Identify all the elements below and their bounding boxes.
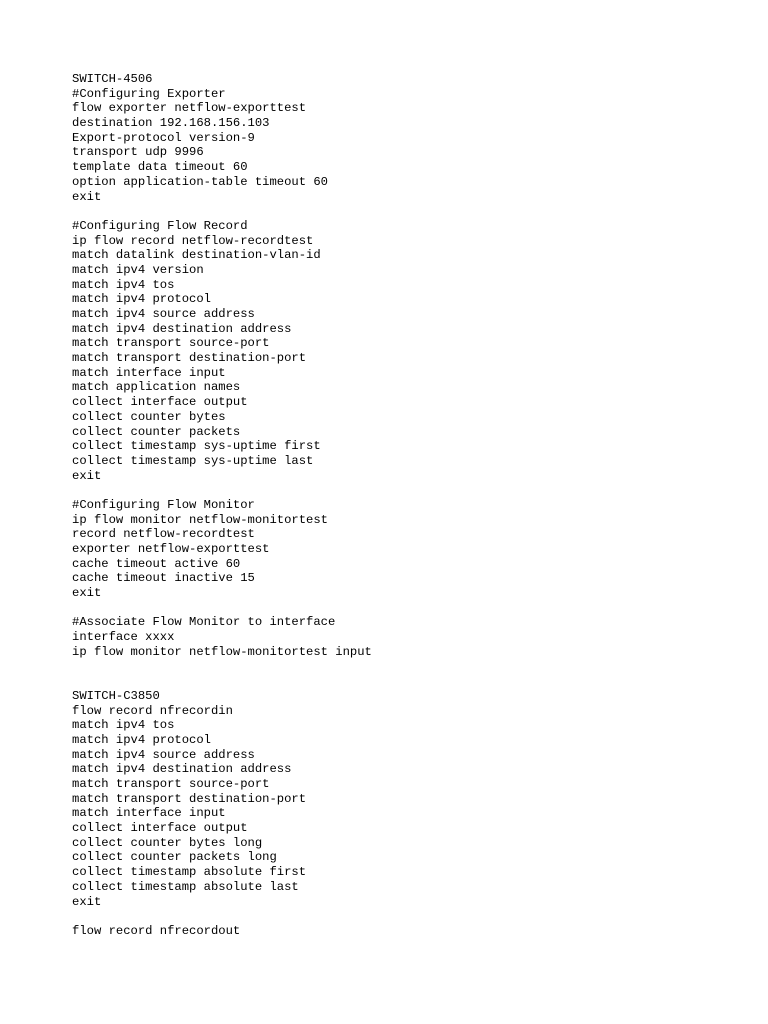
doc-line: collect counter packets long	[72, 850, 277, 865]
doc-blank-line	[72, 483, 732, 498]
doc-line: match ipv4 source address	[72, 747, 255, 762]
doc-line: collect timestamp absolute last	[72, 879, 299, 894]
doc-line: #Configuring Exporter	[72, 86, 226, 101]
doc-line: match ipv4 source address	[72, 307, 255, 321]
doc-blank-line	[72, 909, 732, 924]
doc-line: match ipv4 destination address	[72, 321, 292, 336]
doc-line: template data timeout 60	[72, 160, 248, 175]
doc-line: match ipv4 destination address	[72, 762, 292, 777]
doc-line: match transport destination-port	[72, 351, 307, 366]
doc-line: match transport source-port	[72, 777, 270, 791]
doc-line: match ipv4 tos	[72, 277, 175, 292]
doc-line: ip flow monitor netflow-monitortest input	[72, 644, 372, 659]
doc-line: transport udp 9996	[72, 145, 204, 160]
doc-line: match application names	[72, 380, 241, 395]
doc-line: collect timestamp absolute first	[72, 865, 307, 880]
doc-line: collect timestamp sys-uptime first	[72, 439, 321, 454]
doc-line: collect counter bytes long	[72, 835, 263, 850]
doc-line: match interface input	[72, 365, 226, 380]
doc-line: match transport destination-port	[72, 791, 307, 806]
doc-line: SWITCH-C3850	[72, 688, 160, 703]
doc-line: match interface input	[72, 806, 226, 821]
doc-line: match ipv4 protocol	[72, 292, 211, 307]
doc-blank-line	[72, 601, 732, 616]
doc-line: record netflow-recordtest	[72, 527, 255, 542]
doc-line: exit	[72, 189, 102, 204]
doc-line: SWITCH-4506	[72, 72, 153, 86]
doc-line: flow exporter netflow-exporttest	[72, 101, 307, 116]
doc-line: destination 192.168.156.103	[72, 116, 270, 131]
doc-blank-line	[72, 674, 732, 689]
doc-line: exit	[72, 468, 102, 483]
config-document	[72, 72, 732, 939]
doc-line: cache timeout active 60	[72, 556, 241, 571]
doc-line: exit	[72, 586, 102, 601]
doc-line: flow record nfrecordin	[72, 703, 233, 718]
doc-line: flow record nfrecordout	[72, 923, 241, 938]
doc-line: match ipv4 version	[72, 262, 204, 277]
doc-line: #Configuring Flow Record	[72, 218, 248, 233]
doc-line: exporter netflow-exporttest	[72, 542, 270, 556]
doc-blank-line	[72, 204, 732, 219]
doc-line: exit	[72, 894, 102, 909]
doc-blank-line	[72, 660, 732, 675]
doc-line: match transport source-port	[72, 336, 270, 351]
doc-line: collect timestamp sys-uptime last	[72, 453, 314, 468]
doc-line: cache timeout inactive 15	[72, 571, 255, 586]
doc-line: Export-protocol version-9	[72, 130, 255, 145]
doc-line: collect interface output	[72, 395, 248, 410]
doc-line: collect interface output	[72, 821, 248, 836]
doc-line: interface xxxx	[72, 630, 175, 645]
doc-line: collect counter packets	[72, 424, 241, 439]
doc-line: match ipv4 protocol	[72, 732, 211, 747]
doc-line: #Configuring Flow Monitor	[72, 497, 255, 512]
doc-line: match ipv4 tos	[72, 718, 175, 733]
doc-line: option application-table timeout 60	[72, 174, 328, 189]
doc-line: collect counter bytes	[72, 409, 226, 424]
doc-line: #Associate Flow Monitor to interface	[72, 615, 336, 630]
doc-line: match datalink destination-vlan-id	[72, 248, 321, 263]
doc-line: ip flow record netflow-recordtest	[72, 233, 314, 248]
doc-line: ip flow monitor netflow-monitortest	[72, 512, 328, 527]
